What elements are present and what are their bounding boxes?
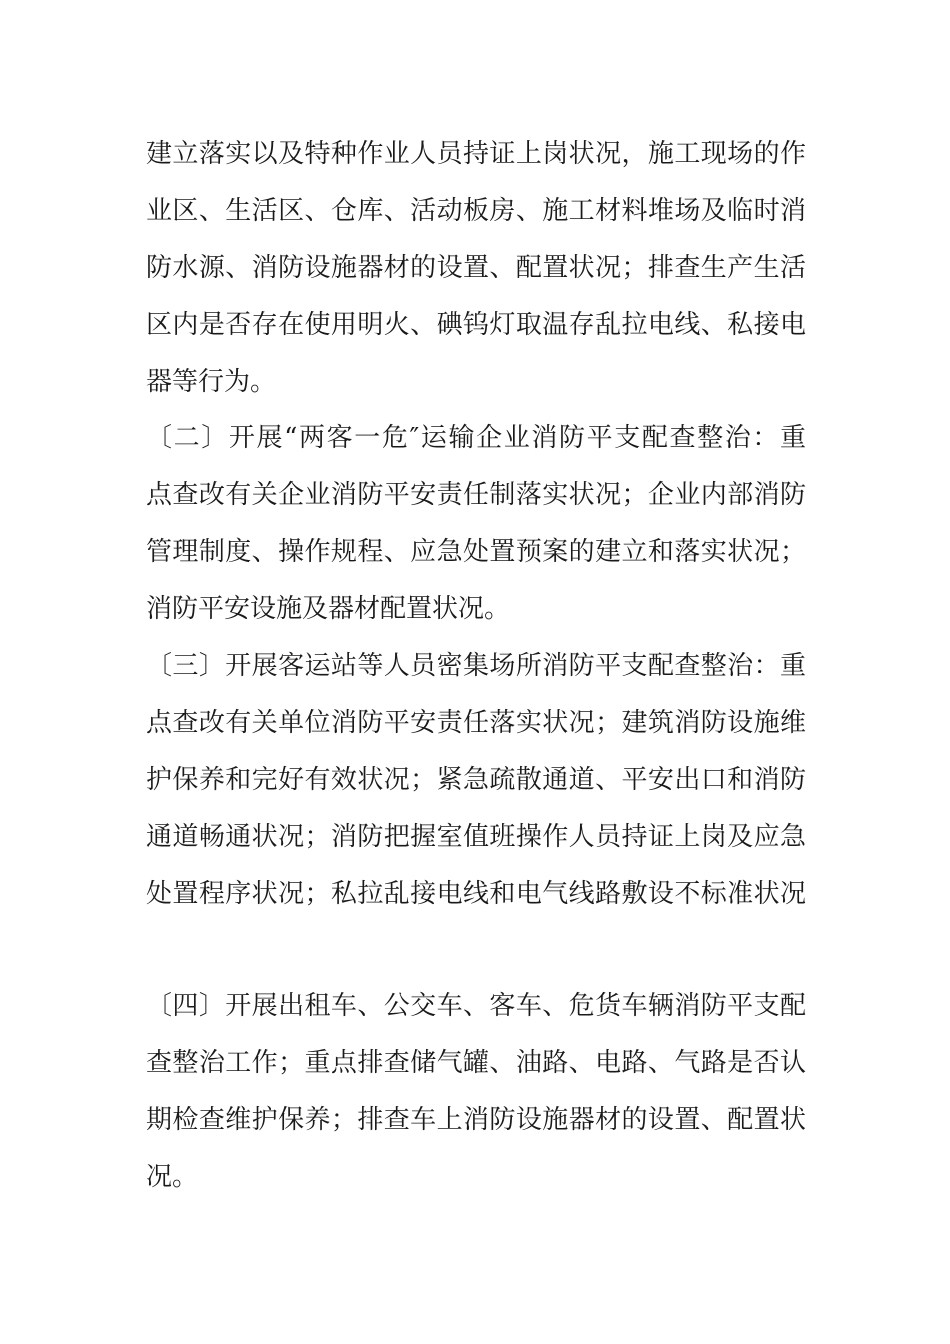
paragraph-2-line-2: 点查改有关企业消防平安责任制落实状况；企业内部消防 <box>146 480 806 510</box>
paragraph-3-line-3: 护保养和完好有效状况；紧急疏散通道、平安出口和消防 <box>146 765 806 795</box>
paragraph-2-line-1: 〔二〕开展“两客一危″运输企业消防平支配查整治：重 <box>146 423 806 453</box>
paragraph-1-line-1: 建立落实以及特种作业人员持证上岗状况，施工现场的作 <box>146 139 806 169</box>
paragraph-4-line-2: 查整治工作；重点排查储气罐、油路、电路、气路是否认 <box>146 1048 806 1078</box>
paragraph-4-line-1: 〔四〕开展出租车、公交车、客车、危货车辆消防平支配 <box>146 991 806 1021</box>
paragraph-3-line-2: 点查改有关单位消防平安责任落实状况；建筑消防设施维 <box>146 708 806 738</box>
paragraph-1-line-3: 防水源、消防设施器材的设置、配置状况；排查生产生活 <box>146 253 806 283</box>
paragraph-4-line-3: 期检查维护保养；排查车上消防设施器材的设置、配置状 <box>146 1105 806 1135</box>
paragraph-3-line-4: 通道畅通状况；消防把握室值班操作人员持证上岗及应急 <box>146 822 806 852</box>
paragraph-2-line-4: 消防平安设施及器材配置状况。 <box>146 594 511 624</box>
paragraph-3-line-5: 处置程序状况；私拉乱接电线和电气线路敷设不标准状况 <box>146 879 806 909</box>
paragraph-1-line-4: 区内是否存在使用明火、碘钨灯取温存乱拉电线、私接电 <box>146 310 806 340</box>
paragraph-1-line-5: 器等行为。 <box>146 367 277 397</box>
paragraph-1-line-2: 业区、生活区、仓库、活动板房、施工材料堆场及临时消 <box>146 196 806 226</box>
paragraph-4-line-4: 况。 <box>146 1162 199 1192</box>
paragraph-3-line-1: 〔三〕开展客运站等人员密集场所消防平支配查整治：重 <box>146 651 806 681</box>
paragraph-2-line-3: 管理制度、操作规程、应急处置预案的建立和落实状况； <box>146 537 806 567</box>
